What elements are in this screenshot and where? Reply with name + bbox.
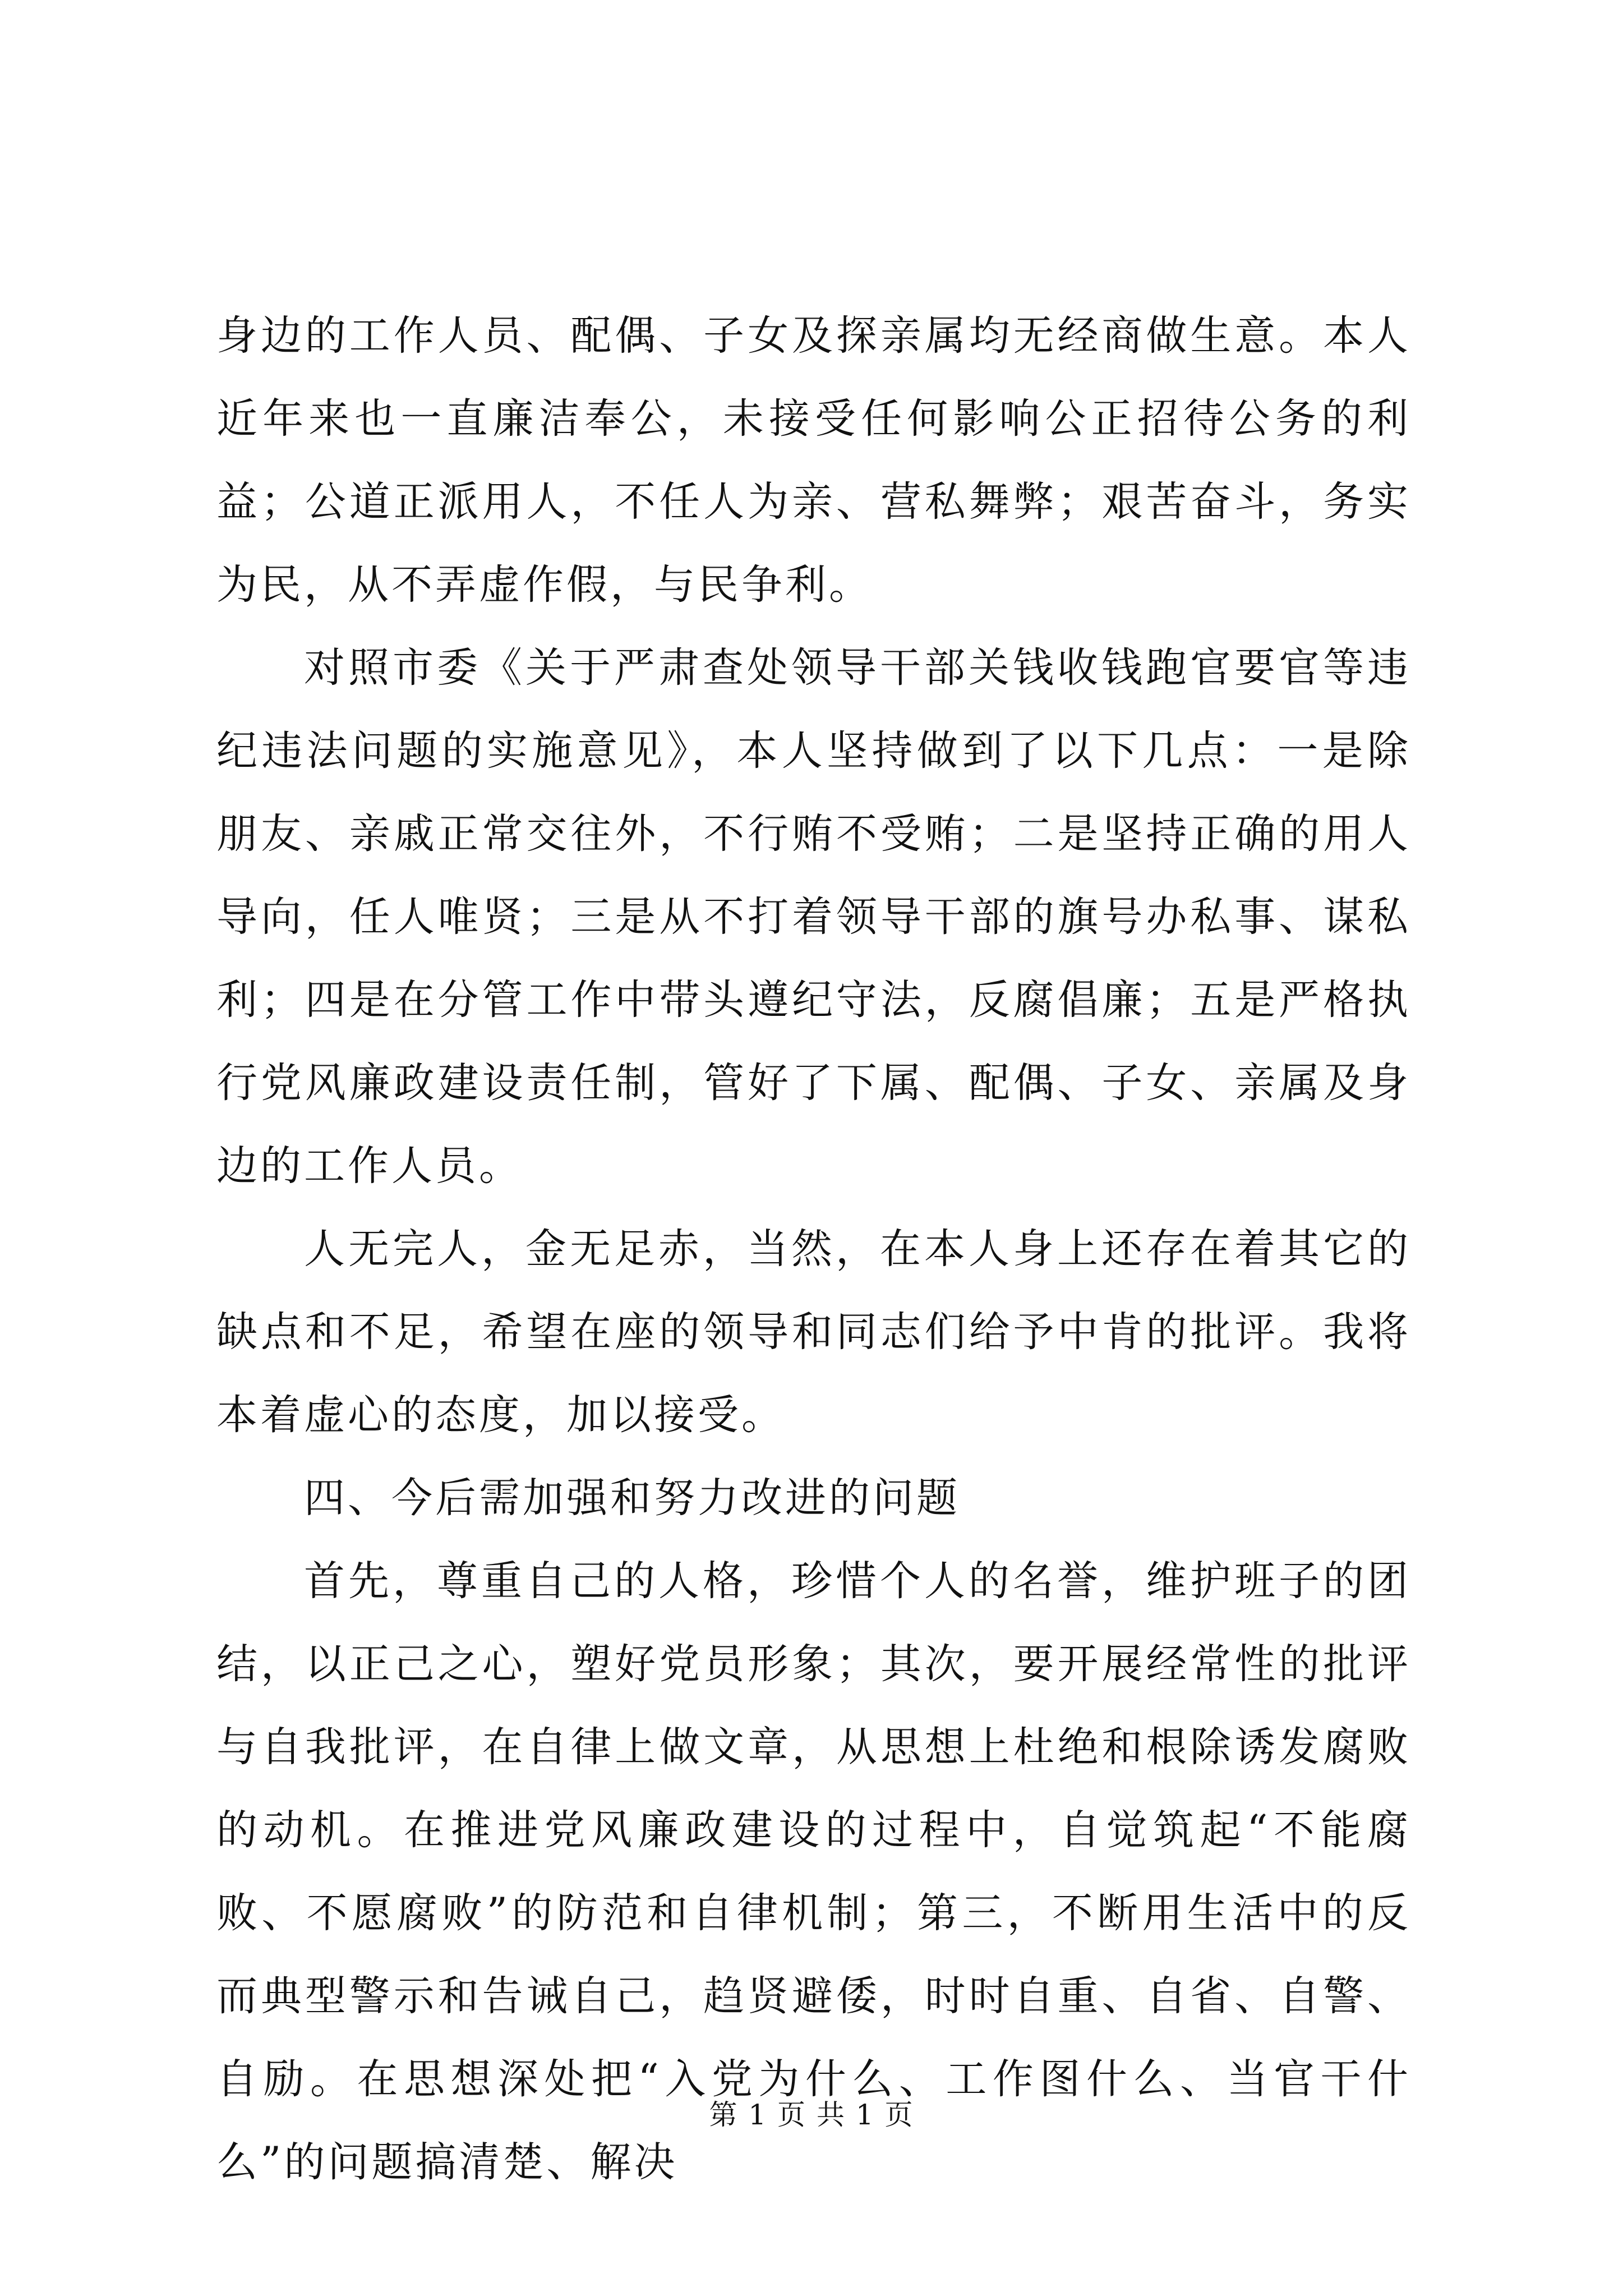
page-number-footer: 第 1 页 共 1 页	[709, 2099, 914, 2131]
paragraph-continuation: 身边的工作人员、配偶、子女及探亲属均无经商做生意。本人近年来也一直廉洁奉公，未接受任何影响公正招待公务的利益；公道正派用人，不任人为亲、营私舞弊；艰苦奋斗，务实为民，从不弄虚作假，与民争利。	[216, 312, 1411, 609]
section-heading-improvements: 四、今后需加强和努力改进的问题	[304, 1474, 960, 1522]
paragraph-shortcomings: 人无完人，金无足赤，当然，在本人身上还存在着其它的缺点和不足，希望在座的领导和同志们给予中肯的批评。我将本着虚心的态度，加以接受。	[216, 1225, 1411, 1439]
paragraph-improvement-plan: 首先，尊重自己的人格，珍惜个人的名誉，维护班子的团结，以正己之心，塑好党员形象；其次，要开展经常性的批评与自我批评，在自律上做文章，从思想上杜绝和根除诱发腐败的动机。在推进党风廉政建设的过程中，自觉筑起“不能腐败、不愿腐败”的防范和自律机制；第三，不断用生活中的反而典型警示和告诫自己，趋贤避倭，时时自重、自省、自警、自励。在思想深处把“入党为什么、工作图什么、当官干什么”的问题搞清楚、解决	[216, 1557, 1411, 2186]
paragraph-municipal-opinion: 对照市委《关于严肃查处领导干部关钱收钱跑官要官等违纪违法问题的实施意见》，本人坚持做到了以下几点：一是除朋友、亲戚正常交往外，不行贿不受贿；二是坚持正确的用人导向，任人唯贤；三是从不打着领导干部的旗号办私事、谋私利；四是在分管工作中带头遵纪守法，反腐倡廉；五是严格执行党风廉政建设责任制，管好了下属、配偶、子女、亲属及身边的工作人员。	[216, 644, 1411, 1190]
document-body	[216, 295, 1411, 2204]
